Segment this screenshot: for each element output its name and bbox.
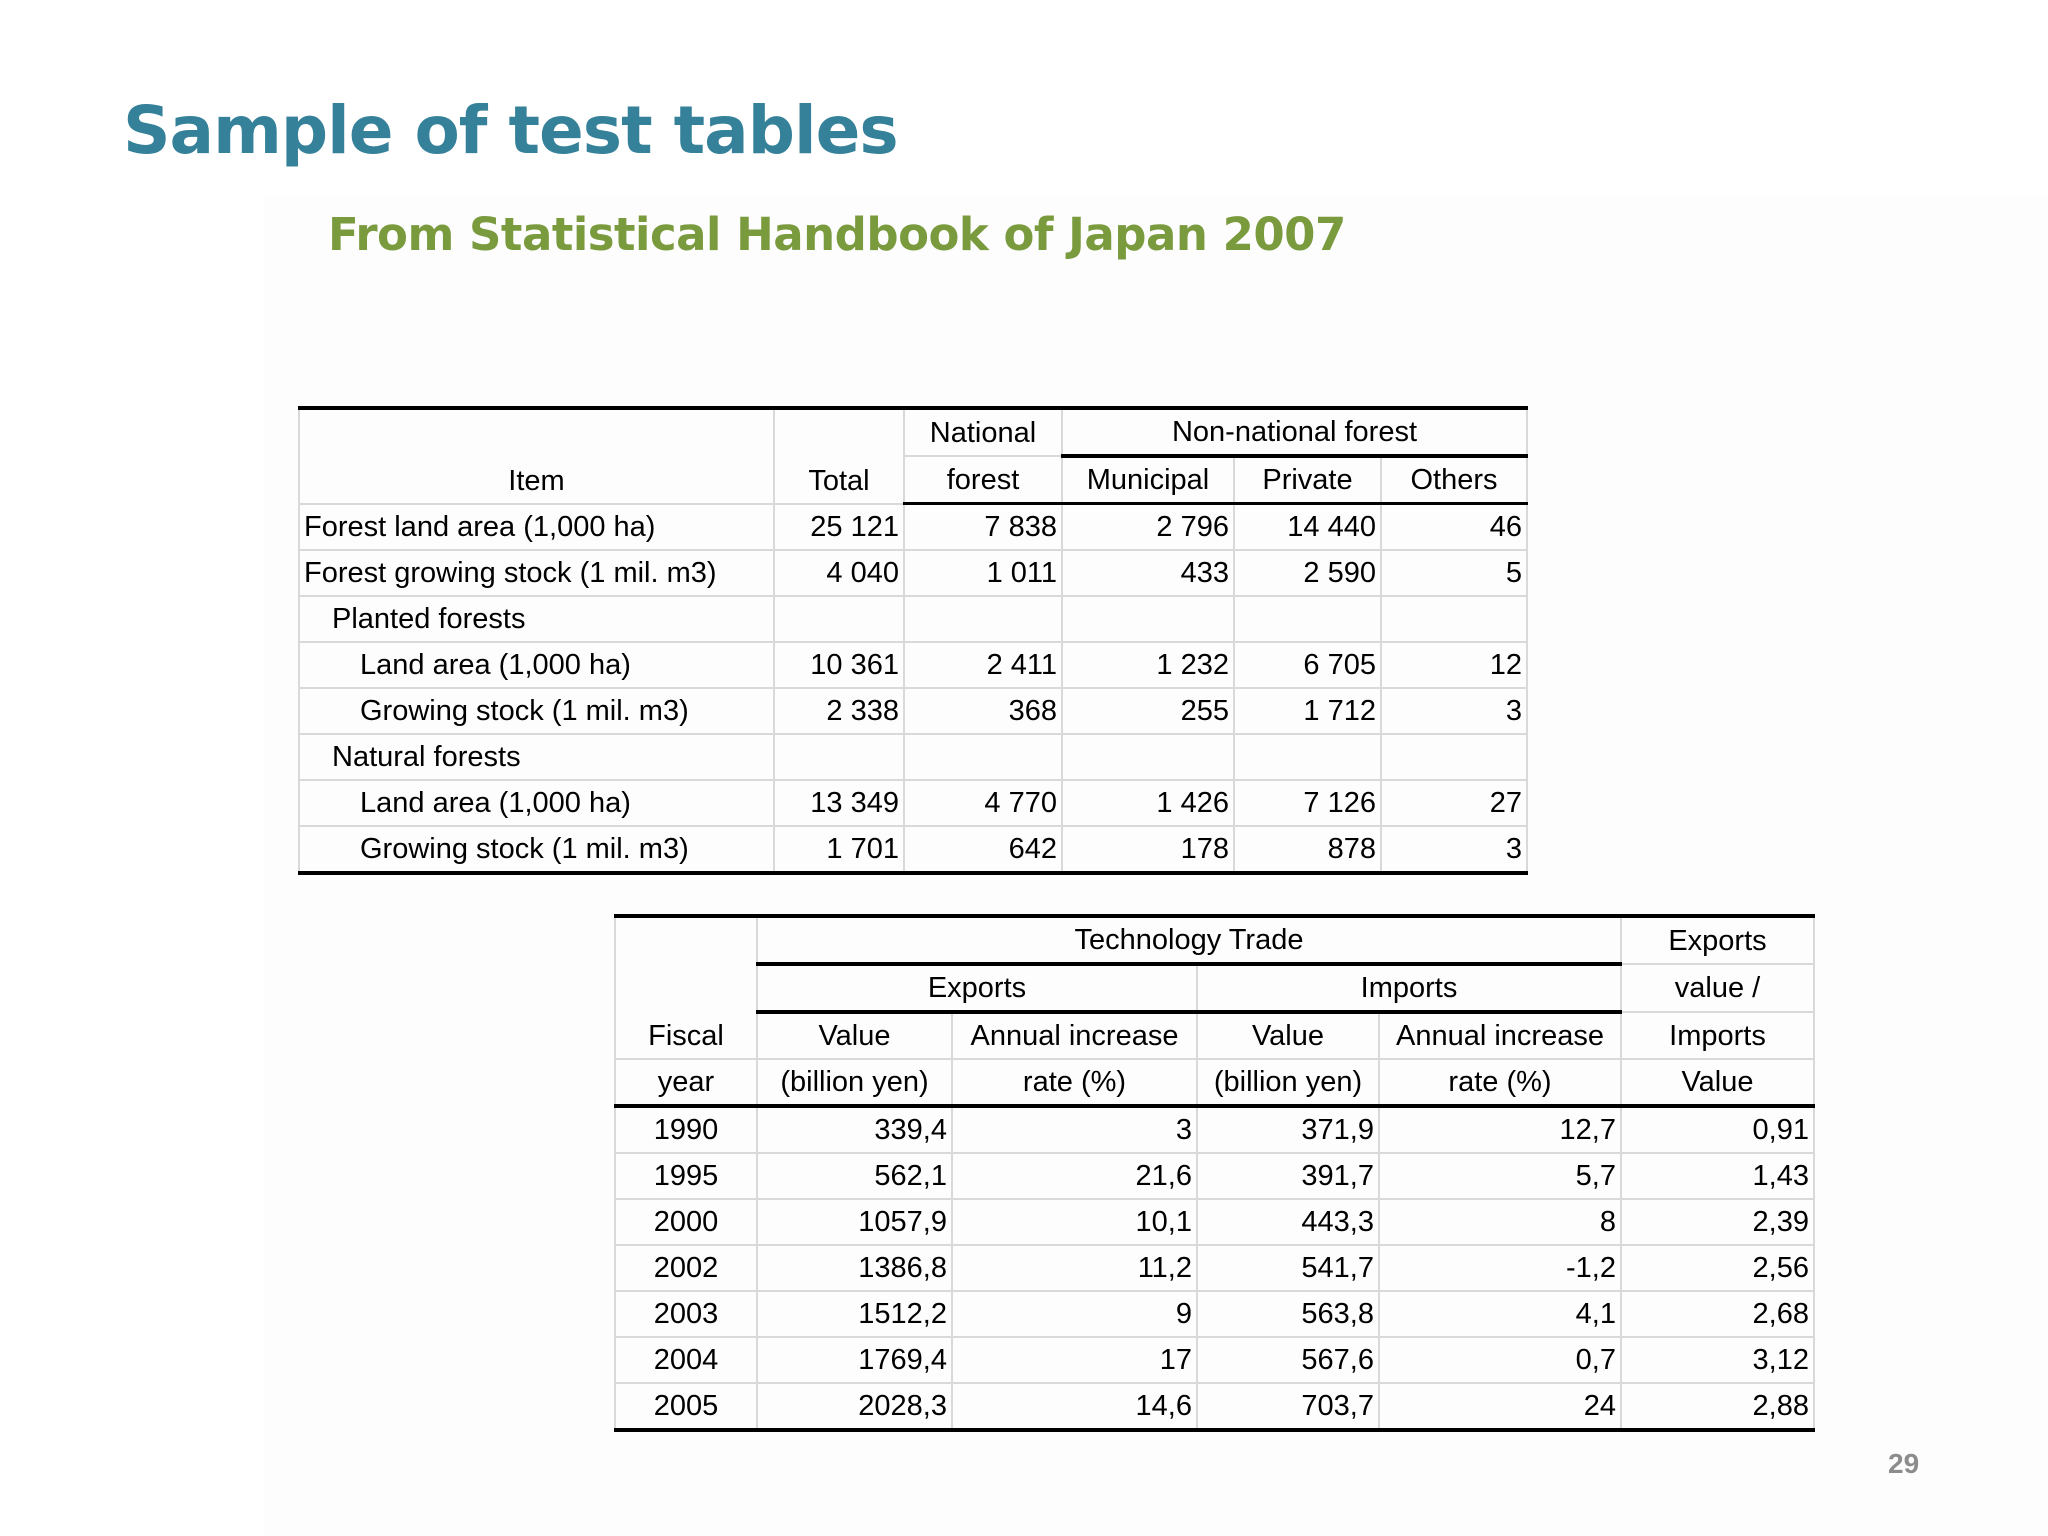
cell-total: 13 349 [774,780,904,826]
forest-table-row [299,596,1527,642]
row-label: Natural forests [299,734,774,780]
header-exports-value-line1: Value [757,1012,952,1059]
cell-exports-rate: 11,2 [952,1245,1197,1291]
cell-exports-imports-ratio: 2,68 [1621,1291,1814,1337]
cell-exports-value: 1057,9 [757,1199,952,1245]
tech-header-row-3 [615,1012,1814,1059]
cell-imports-rate: 0,7 [1379,1337,1621,1383]
header-exports-rate-line2: rate (%) [952,1059,1197,1106]
cell-exports-value: 562,1 [757,1153,952,1199]
cell-imports-rate: 24 [1379,1383,1621,1430]
cell-national: 7 838 [904,504,1062,551]
cell-exports-imports-ratio: 2,56 [1621,1245,1814,1291]
cell-exports-imports-ratio: 2,88 [1621,1383,1814,1430]
cell-fiscal-year: 1995 [615,1153,757,1199]
tech-header-row-1 [615,916,1814,964]
row-label: Forest land area (1,000 ha) [299,504,774,551]
header-non-national-forest: Non-national forest [1062,408,1527,456]
header-private: Private [1234,456,1381,504]
cell-imports-rate: 12,7 [1379,1106,1621,1153]
cell-exports-rate: 14,6 [952,1383,1197,1430]
cell-exports-rate: 9 [952,1291,1197,1337]
cell-total [774,734,904,780]
cell-imports-value: 563,8 [1197,1291,1379,1337]
header-imports-rate-line1: Annual increase [1379,1012,1621,1059]
cell-national: 2 411 [904,642,1062,688]
cell-others: 12 [1381,642,1527,688]
cell-imports-value: 371,9 [1197,1106,1379,1153]
row-label: Forest growing stock (1 mil. m3) [299,550,774,596]
header-exports: Exports [757,964,1197,1012]
header-fiscal-line2: year [615,1059,757,1106]
cell-national: 1 011 [904,550,1062,596]
cell-fiscal-year: 2004 [615,1337,757,1383]
forest-table-row [299,688,1527,734]
cell-imports-rate: 5,7 [1379,1153,1621,1199]
cell-others [1381,596,1527,642]
cell-national: 4 770 [904,780,1062,826]
cell-imports-value: 703,7 [1197,1383,1379,1430]
cell-private: 7 126 [1234,780,1381,826]
header-others: Others [1381,456,1527,504]
cell-exports-value: 1512,2 [757,1291,952,1337]
cell-total: 4 040 [774,550,904,596]
header-ratio-line2: value / [1621,964,1814,1012]
cell-exports-imports-ratio: 2,39 [1621,1199,1814,1245]
cell-municipal: 255 [1062,688,1234,734]
cell-total [774,596,904,642]
tech-header-row-2 [615,964,1814,1012]
header-ratio-line1: Exports [1621,916,1814,964]
forest-table-row [299,780,1527,826]
row-label: Growing stock (1 mil. m3) [299,688,774,734]
tech-header-row-4 [615,1059,1814,1106]
header-fiscal-line1: Fiscal [615,1012,757,1059]
cell-others: 27 [1381,780,1527,826]
cell-total: 10 361 [774,642,904,688]
forest-table-row [299,642,1527,688]
tech-table-row [615,1153,1814,1199]
cell-fiscal-year: 2000 [615,1199,757,1245]
row-label: Land area (1,000 ha) [299,780,774,826]
header-ratio-line3: Imports [1621,1012,1814,1059]
forest-table-row [299,734,1527,780]
row-label: Planted forests [299,596,774,642]
cell-exports-value: 1769,4 [757,1337,952,1383]
tech-table-row [615,1337,1814,1383]
cell-municipal [1062,734,1234,780]
cell-private: 6 705 [1234,642,1381,688]
header-technology-trade: Technology Trade [757,916,1621,964]
header-exports-rate-line1: Annual increase [952,1012,1197,1059]
cell-imports-value: 443,3 [1197,1199,1379,1245]
tech-table-row [615,1291,1814,1337]
cell-municipal: 1 232 [1062,642,1234,688]
header-imports-value-line2: (billion yen) [1197,1059,1379,1106]
cell-imports-rate: 4,1 [1379,1291,1621,1337]
cell-exports-rate: 21,6 [952,1153,1197,1199]
cell-private: 1 712 [1234,688,1381,734]
technology-trade-table [614,914,1815,1432]
forest-table-row [299,550,1527,596]
cell-exports-rate: 10,1 [952,1199,1197,1245]
cell-private: 2 590 [1234,550,1381,596]
page-number: 29 [1888,1448,1920,1479]
header-imports-rate-line2: rate (%) [1379,1059,1621,1106]
cell-fiscal-year: 2005 [615,1383,757,1430]
cell-imports-value: 391,7 [1197,1153,1379,1199]
cell-total: 1 701 [774,826,904,873]
tech-table-row [615,1383,1814,1430]
header-item: Item [299,408,774,504]
cell-imports-rate: -1,2 [1379,1245,1621,1291]
forest-table-row [299,826,1527,873]
row-label: Land area (1,000 ha) [299,642,774,688]
tech-table-row [615,1245,1814,1291]
cell-private [1234,596,1381,642]
cell-exports-rate: 3 [952,1106,1197,1153]
cell-others: 5 [1381,550,1527,596]
header-blank [615,916,757,1012]
header-municipal: Municipal [1062,456,1234,504]
header-total: Total [774,408,904,504]
header-imports: Imports [1197,964,1621,1012]
cell-exports-imports-ratio: 0,91 [1621,1106,1814,1153]
cell-others [1381,734,1527,780]
cell-total: 25 121 [774,504,904,551]
cell-national [904,734,1062,780]
row-label: Growing stock (1 mil. m3) [299,826,774,873]
tech-table-row [615,1106,1814,1153]
slide-title: Sample of test tables [123,92,898,169]
header-ratio-line4: Value [1621,1059,1814,1106]
cell-exports-value: 339,4 [757,1106,952,1153]
cell-exports-rate: 17 [952,1337,1197,1383]
cell-imports-value: 541,7 [1197,1245,1379,1291]
cell-total: 2 338 [774,688,904,734]
header-imports-value-line1: Value [1197,1012,1379,1059]
cell-fiscal-year: 2002 [615,1245,757,1291]
cell-fiscal-year: 1990 [615,1106,757,1153]
cell-national: 368 [904,688,1062,734]
cell-imports-value: 567,6 [1197,1337,1379,1383]
cell-exports-value: 1386,8 [757,1245,952,1291]
cell-national: 642 [904,826,1062,873]
cell-others: 3 [1381,826,1527,873]
cell-national [904,596,1062,642]
cell-others: 46 [1381,504,1527,551]
forest-header-row-1 [299,408,1527,456]
cell-municipal: 2 796 [1062,504,1234,551]
cell-imports-rate: 8 [1379,1199,1621,1245]
cell-exports-imports-ratio: 3,12 [1621,1337,1814,1383]
header-exports-value-line2: (billion yen) [757,1059,952,1106]
cell-private [1234,734,1381,780]
cell-municipal [1062,596,1234,642]
cell-private: 14 440 [1234,504,1381,551]
cell-municipal: 178 [1062,826,1234,873]
header-national-line1: National [904,408,1062,456]
cell-municipal: 433 [1062,550,1234,596]
slide-subtitle: From Statistical Handbook of Japan 2007 [328,208,1346,261]
cell-exports-value: 2028,3 [757,1383,952,1430]
header-national-line2: forest [904,456,1062,504]
cell-private: 878 [1234,826,1381,873]
forest-table-row [299,504,1527,551]
cell-municipal: 1 426 [1062,780,1234,826]
cell-others: 3 [1381,688,1527,734]
forest-table [298,406,1528,875]
cell-exports-imports-ratio: 1,43 [1621,1153,1814,1199]
cell-fiscal-year: 2003 [615,1291,757,1337]
tech-table-row [615,1199,1814,1245]
